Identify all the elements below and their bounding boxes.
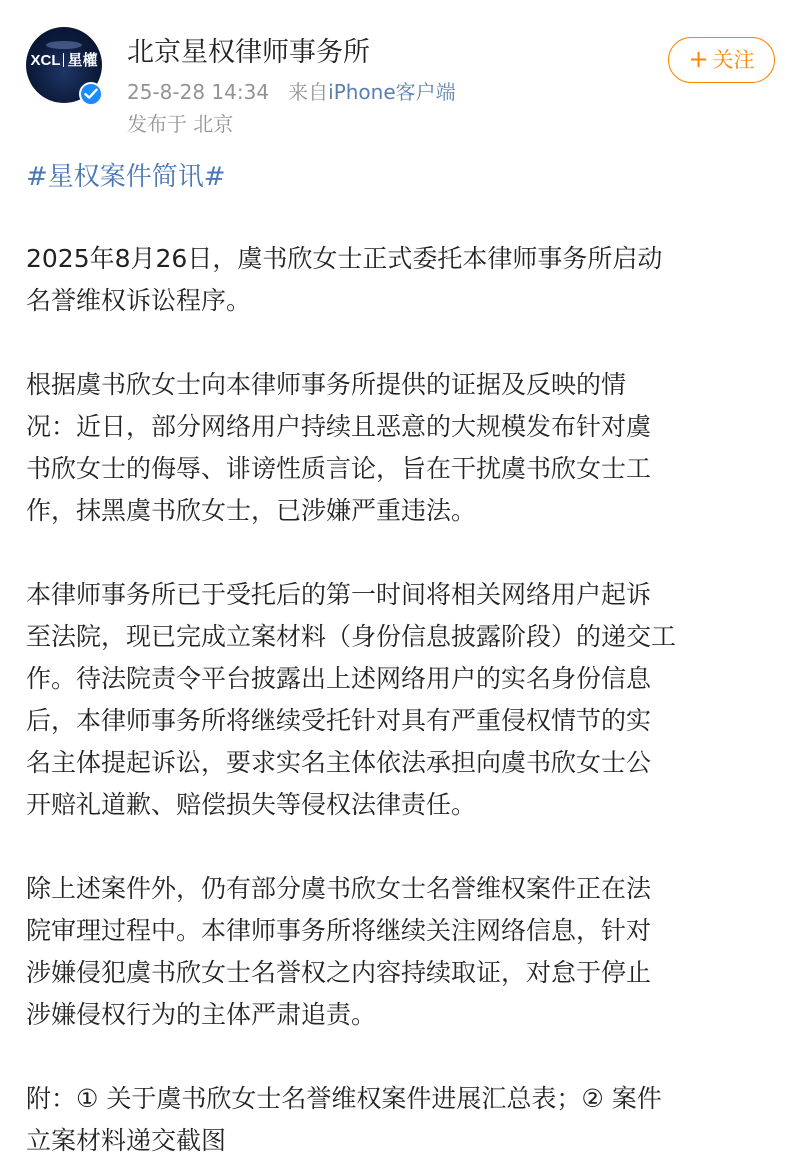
paragraph-line: 立案材料递交截图	[26, 1126, 227, 1155]
post-location: 发布于 北京	[127, 112, 234, 136]
paragraph-line: 2025年8月26日，虞书欣女士正式委托本律师事务所启动	[26, 244, 663, 273]
paragraph-line: 本律师事务所已于受托后的第一时间将相关网络用户起诉	[26, 580, 652, 609]
avatar-logo-divider	[63, 53, 64, 67]
post-timestamp: 25-8-28 14:34	[127, 80, 270, 104]
law-firm-logo-icon	[26, 49, 102, 70]
paragraph-line: 开赔礼道歉、赔偿损失等侵权法律责任。	[26, 790, 477, 819]
paragraph-line: 至法院，现已完成立案材料（身份信息披露阶段）的递交工	[26, 622, 677, 651]
follow-button[interactable]	[668, 37, 775, 83]
plus-icon: +	[688, 45, 709, 73]
paragraph-line: 名主体提起诉讼，要求实名主体依法承担向虞书欣女士公	[26, 748, 652, 777]
post-paragraph-3	[26, 574, 766, 826]
paragraph-line: 院审理过程中。本律师事务所将继续关注网络信息，针对	[26, 916, 652, 945]
account-name[interactable]: 北京星权律师事务所	[127, 37, 370, 68]
post-header	[0, 0, 800, 150]
follow-button-label: 关注	[712, 48, 755, 72]
verified-check-icon	[79, 82, 103, 106]
paragraph-line: 附：① 关于虞书欣女士名誉维权案件进展汇总表；② 案件	[26, 1084, 662, 1113]
paragraph-line: 况：近日，部分网络用户持续且恶意的大规模发布针对虞	[26, 412, 652, 441]
avatar-glow	[46, 41, 82, 49]
post-paragraph-5	[26, 1078, 766, 1162]
paragraph-line: 名誉维权诉讼程序。	[26, 286, 252, 315]
paragraph-line: 涉嫌侵权行为的主体严肃追责。	[26, 1000, 377, 1029]
paragraph-line: 除上述案件外，仍有部分虞书欣女士名誉维权案件正在法	[26, 874, 652, 903]
avatar-logo-brand: 星權	[67, 52, 98, 69]
paragraph-line: 作，抹黑虞书欣女士，已涉嫌严重违法。	[26, 496, 477, 525]
post-paragraph-1	[26, 238, 766, 322]
paragraph-line: 作。待法院责令平台披露出上述网络用户的实名身份信息	[26, 664, 652, 693]
paragraph-line: 书欣女士的侮辱、诽谤性质言论，旨在干扰虞书欣女士工	[26, 454, 652, 483]
avatar-logo-text: XCL	[30, 52, 61, 69]
post-source-prefix: 来自	[288, 80, 329, 104]
post-paragraph-4	[26, 868, 766, 1036]
post-paragraph-2	[26, 364, 766, 532]
paragraph-line: 涉嫌侵犯虞书欣女士名誉权之内容持续取证，对怠于停止	[26, 958, 652, 987]
paragraph-line: 后，本律师事务所将继续受托针对具有严重侵权情节的实	[26, 706, 652, 735]
paragraph-line: 根据虞书欣女士向本律师事务所提供的证据及反映的情	[26, 370, 627, 399]
post-source-client[interactable]: iPhone客户端	[328, 80, 456, 104]
post-meta	[127, 79, 456, 105]
topic-hashtag[interactable]: #星权案件简讯#	[26, 162, 226, 192]
